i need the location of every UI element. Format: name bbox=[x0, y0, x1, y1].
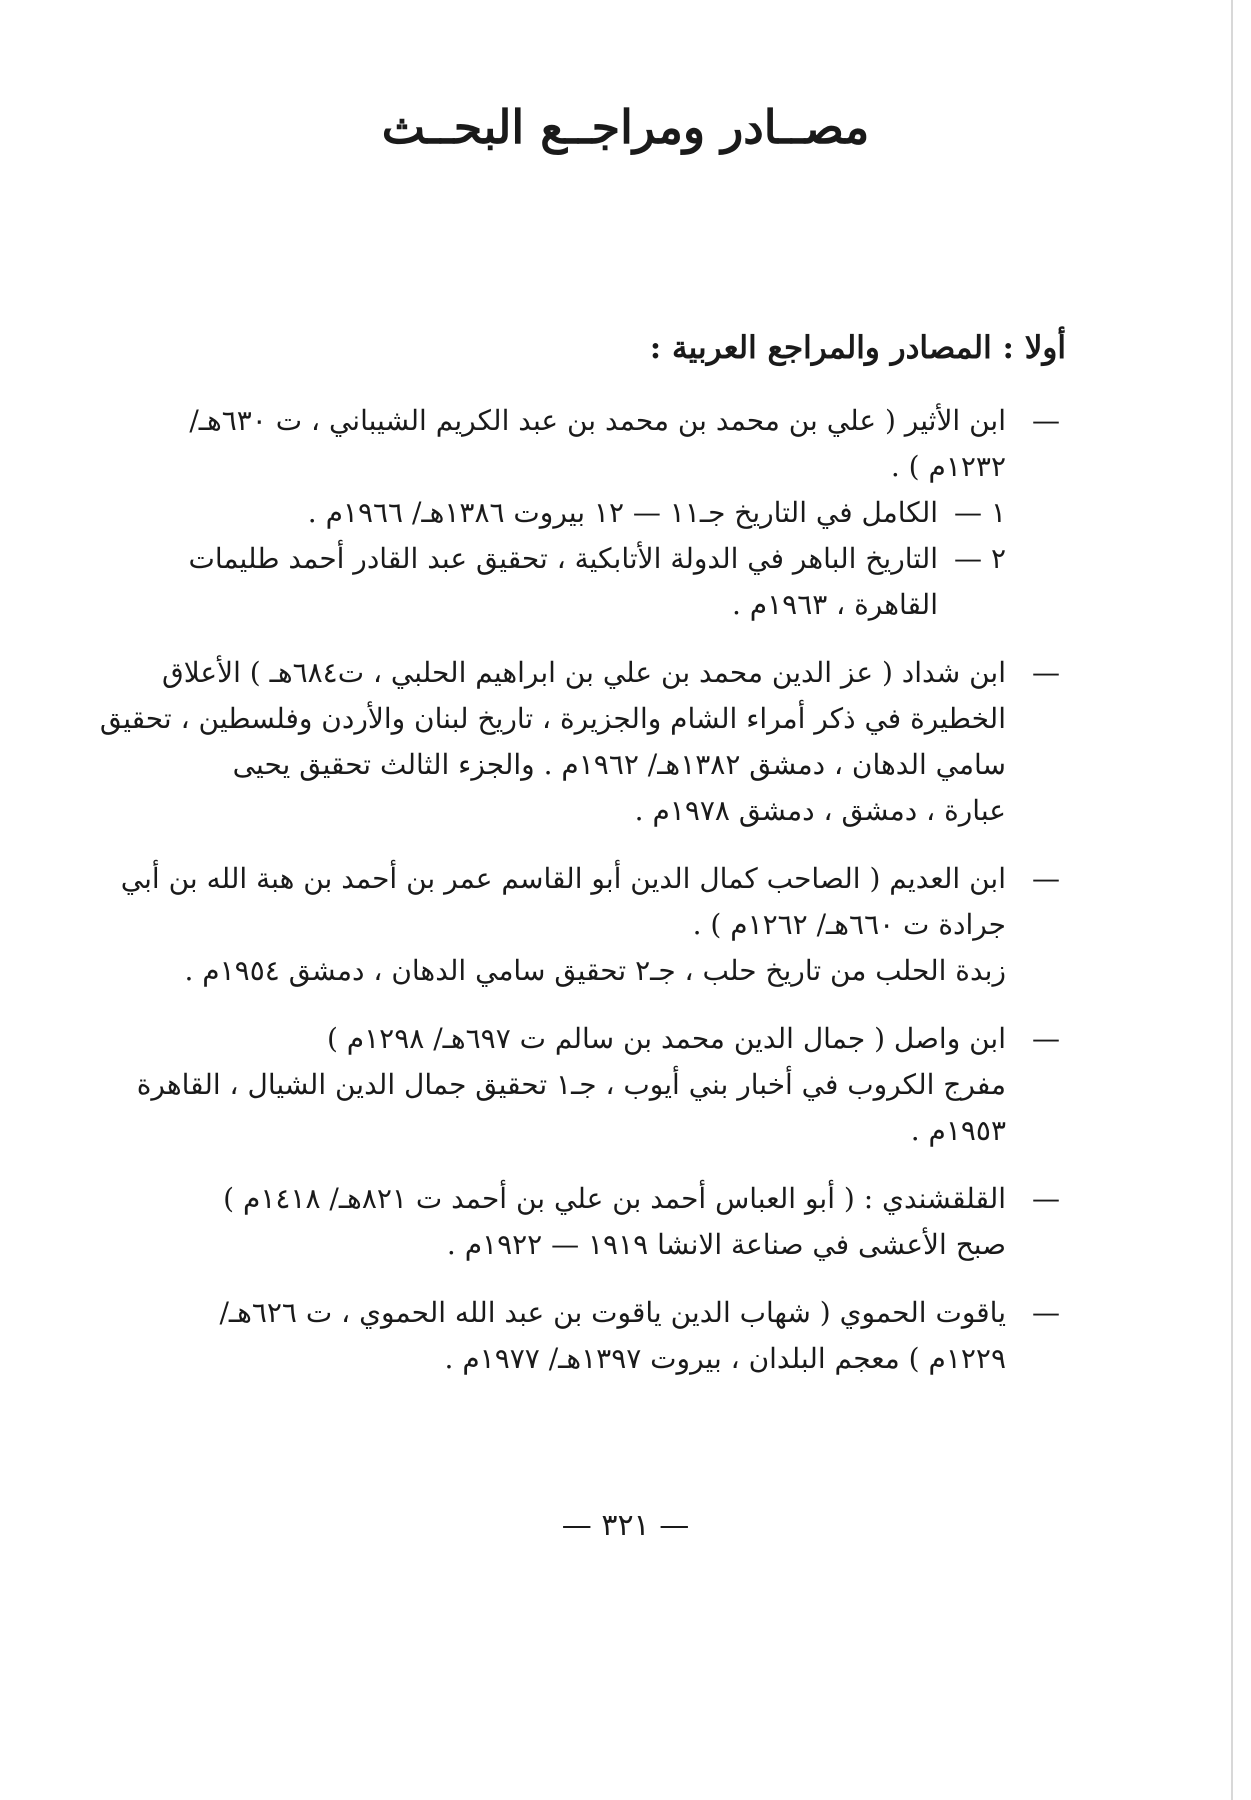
bibliography-entry bbox=[120, 856, 1066, 994]
sub-entry-line: القاهرة ، ١٩٦٣م . bbox=[731, 588, 938, 621]
page-number: — ٣٢١ — bbox=[561, 1508, 690, 1543]
entry-dash: — bbox=[1032, 656, 1060, 689]
page-title: مصــادر ومراجــع البحــث bbox=[381, 100, 870, 154]
entry-line: ١٩٥٣م . bbox=[910, 1114, 1006, 1147]
sub-entry bbox=[188, 536, 1006, 628]
sub-entry bbox=[206, 490, 1006, 536]
sub-entry-line: الكامل في التاريخ جـ١١ — ١٢ بيروت ١٣٨٦هـ/ ١٩٦٦م . bbox=[307, 496, 938, 529]
bibliography-entry bbox=[188, 398, 1066, 628]
entry-line: القلقشندي : ( أبو العباس أحمد بن علي بن أحمد ت ٨٢١هـ/ ١٤١٨م ) bbox=[223, 1182, 1006, 1215]
sub-entry-number: ١ — bbox=[954, 496, 1006, 529]
entry-line: مفرج الكروب في أخبار بني أيوب ، جـ١ تحقيق جمال الدين الشيال ، القاهرة bbox=[136, 1068, 1006, 1101]
entry-line: سامي الدهان ، دمشق ١٣٨٢هـ/ ١٩٦٢م . والجزء الثالث تحقيق يحيى bbox=[232, 748, 1006, 781]
entry-line: ابن الأثير ( علي بن محمد بن محمد بن عبد الكريم الشيباني ، ت ٦٣٠هـ/ bbox=[189, 404, 1006, 437]
bibliography-entry bbox=[206, 1290, 1066, 1382]
bibliography-list bbox=[99, 398, 1066, 1404]
entry-dash: — bbox=[1032, 404, 1060, 437]
entry-dash: — bbox=[1032, 862, 1060, 895]
entry-line: ابن واصل ( جمال الدين محمد بن سالم ت ٦٩٧هـ/ ١٢٩٨م ) bbox=[326, 1022, 1006, 1055]
entry-line: ياقوت الحموي ( شهاب الدين ياقوت بن عبد الله الحموي ، ت ٦٢٦هـ/ bbox=[219, 1296, 1006, 1329]
sub-entry-number: ٢ — bbox=[954, 542, 1006, 575]
entry-line: صبح الأعشى في صناعة الانشا ١٩١٩ — ١٩٢٢م . bbox=[446, 1228, 1006, 1261]
section-heading: أولا : المصادر والمراجع العربية : bbox=[649, 330, 1066, 366]
entry-line: ١٢٣٢م ) . bbox=[890, 450, 1006, 483]
bibliography-entry bbox=[99, 650, 1066, 834]
entry-line: عبارة ، دمشق ، دمشق ١٩٧٨م . bbox=[634, 794, 1006, 827]
entry-line: زبدة الحلب من تاريخ حلب ، جـ٢ تحقيق سامي الدهان ، دمشق ١٩٥٤م . bbox=[184, 954, 1006, 987]
sub-entry-line: التاريخ الباهر في الدولة الأتابكية ، تحقيق عبد القادر أحمد طليمات bbox=[188, 542, 938, 575]
entry-line: الخطيرة في ذكر أمراء الشام والجزيرة ، تاريخ لبنان والأردن وفلسطين ، تحقيق bbox=[99, 702, 1006, 735]
entry-line: ١٢٢٩م ) معجم البلدان ، بيروت ١٣٩٧هـ/ ١٩٧٧م . bbox=[444, 1342, 1006, 1375]
entry-dash: — bbox=[1032, 1182, 1060, 1215]
bibliography-entry bbox=[136, 1016, 1066, 1154]
entry-line: ابن شداد ( عز الدين محمد بن علي بن ابراهيم الحلبي ، ت٦٨٤هـ ) الأعلاق bbox=[162, 656, 1006, 689]
bibliography-entry bbox=[206, 1176, 1066, 1268]
entry-dash: — bbox=[1032, 1296, 1060, 1329]
entry-line: جرادة ت ٦٦٠هـ/ ١٢٦٢م ) . bbox=[692, 908, 1006, 941]
entry-dash: — bbox=[1032, 1022, 1060, 1055]
entry-line: ابن العديم ( الصاحب كمال الدين أبو القاسم عمر بن أحمد بن هبة الله بن أبي bbox=[120, 862, 1006, 895]
